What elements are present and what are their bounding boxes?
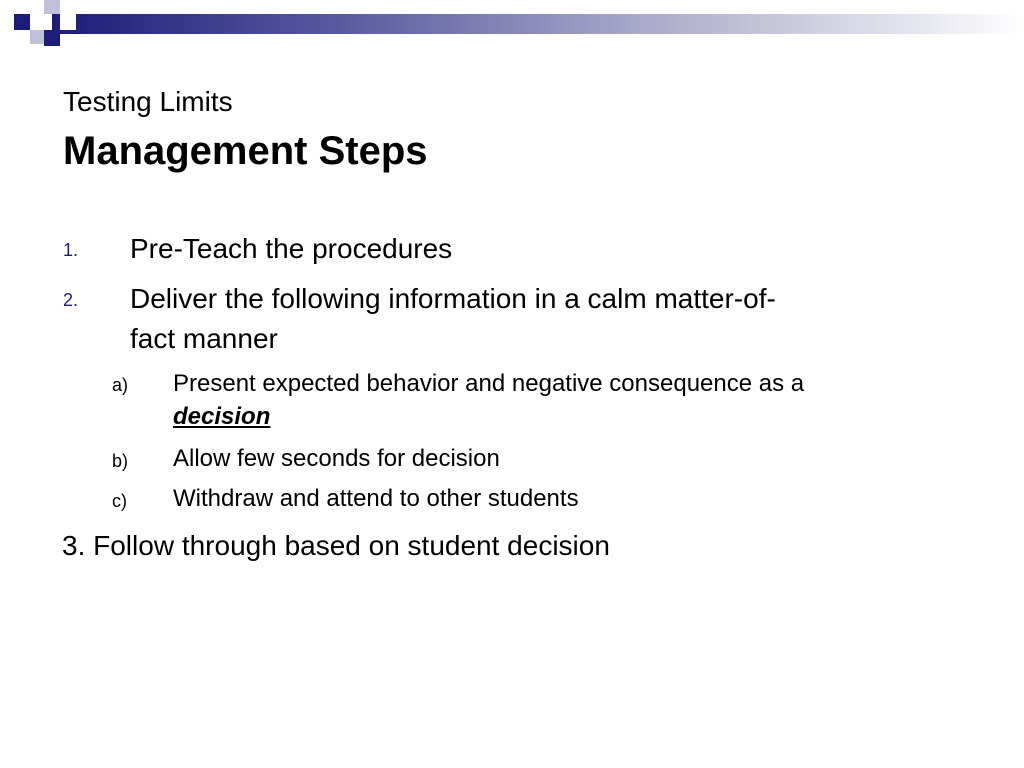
decorative-square xyxy=(14,14,30,30)
sub-marker-b: b) xyxy=(112,451,129,471)
sub-item-b: Allow few seconds for decision xyxy=(173,445,500,472)
list-marker-1: 1. xyxy=(63,240,79,260)
sub-item-a-emphasis: decision xyxy=(173,403,271,430)
list-item-3: 3. Follow through based on student decision xyxy=(62,530,610,561)
sub-marker-a: a) xyxy=(112,375,129,395)
decorative-square xyxy=(60,14,76,30)
sub-marker-c: c) xyxy=(112,491,127,511)
decorative-square xyxy=(44,0,60,14)
list-marker-2: 2. xyxy=(63,290,79,310)
list-item-2-line1: Deliver the following information in a calm matter-of- xyxy=(130,283,776,314)
sub-item-c: Withdraw and attend to other students xyxy=(173,485,579,512)
slide-title-line1: Testing Limits xyxy=(63,86,233,117)
list-item-2-line2: fact manner xyxy=(130,323,278,354)
slide-title-line2: Management Steps xyxy=(63,129,428,173)
list-item-1: Pre-Teach the procedures xyxy=(130,233,453,264)
gradient-bar xyxy=(52,14,1024,34)
sub-item-a-line1: Present expected behavior and negative consequence as a xyxy=(173,370,805,397)
decorative-square xyxy=(30,30,44,44)
header-decoration xyxy=(0,0,1024,48)
